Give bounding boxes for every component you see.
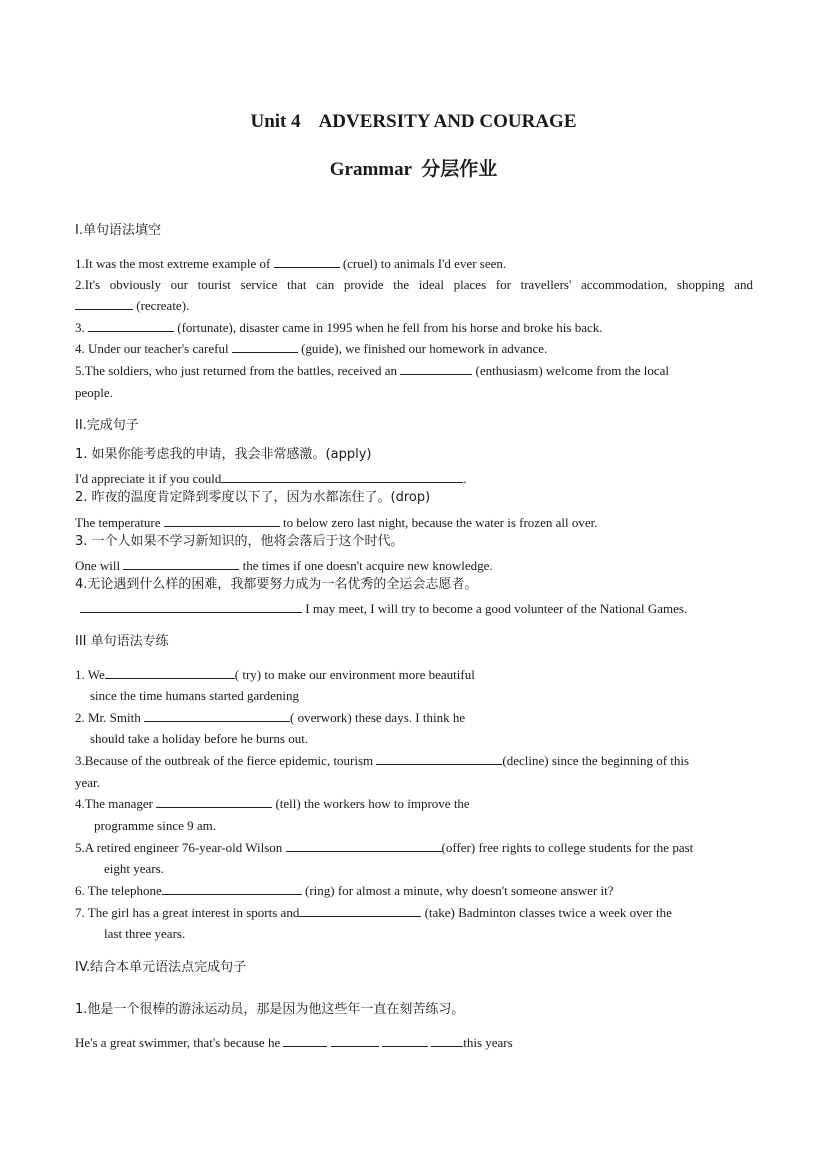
s1-q1-text-a: 1.It was the most extreme example of [75,256,271,271]
s1-q5-blank[interactable] [400,362,472,375]
s1-q2-blank[interactable] [75,297,133,310]
s3-question-6 [75,882,753,900]
s3-q2-text-b: ( overwork) these days. I think he [290,710,466,725]
s2-q3-text-b: the times if one doesn't acquire new knowledge. [242,558,493,573]
s2-q1-text-a: I'd appreciate it if you could [75,471,222,486]
s3-question-3-line2: year. [75,775,100,790]
s2-q4-sentence [80,600,758,618]
s3-question-7-line2: last three years. [104,926,186,941]
section-4-heading: IV.结合本单元语法点完成句子 [75,960,247,975]
s3-q1-text-b: ( try) to make our environment more beautiful [234,667,475,682]
s1-question-3 [75,319,753,337]
s4-q1-blank-3[interactable] [382,1034,428,1047]
s1-q2-text-b: (recreate). [136,298,190,313]
s2-q4-blank[interactable] [80,600,302,613]
s2-q2-chinese: 2. 昨夜的温度肯定降到零度以下了，因为水都冻住了。(drop) [75,490,431,505]
s3-q6-text-b: (ring) for almost a minute, why doesn't someone answer it? [305,883,614,898]
s3-q6-text-a: 6. The telephone [75,883,162,898]
s1-q1-blank[interactable] [274,255,340,268]
page-subtitle: Grammar 分层作业 [329,159,498,180]
s1-q3-blank[interactable] [88,319,174,332]
section-2-heading: II.完成句子 [75,418,139,433]
s4-q1-text-b: this years [463,1035,513,1050]
s3-q7-blank[interactable] [299,904,421,917]
s3-question-3-line1 [75,752,753,770]
s1-q3-text-b: (fortunate), disaster came in 1995 when he fell from his horse and broke his back. [177,320,603,335]
s1-question-5-line1 [75,362,753,380]
s3-question-4-line1 [75,795,753,813]
s1-q4-text-b: (guide), we finished our homework in advance. [301,341,548,356]
s3-q7-text-b: (take) Badminton classes twice a week over the [424,905,672,920]
s3-q2-blank[interactable] [144,709,290,722]
s2-q3-sentence [75,557,753,575]
s2-q1-sentence [75,470,753,488]
s3-question-1-line1 [75,666,753,684]
s3-q3-blank[interactable] [376,752,502,765]
s2-q3-blank[interactable] [123,557,239,570]
s1-question-5-line2: people. [75,385,113,400]
s1-question-2-line1: 2.It's obviously our tourist service that can provide the ideal places for travellers' accommodation, shopping and [75,277,753,292]
s2-q4-text-b: I may meet, I will try to become a good volunteer of the National Games. [305,601,688,616]
s1-question-4 [75,340,753,358]
s2-q2-text-a: The temperature [75,515,161,530]
page-title: Unit 4 ADVERSITY AND COURAGE [250,111,577,132]
section-1-heading: I.单句语法填空 [75,223,161,238]
s3-question-5-line1 [75,839,753,857]
s2-q3-text-a: One will [75,558,121,573]
s4-q1-chinese: 1.他是一个很棒的游泳运动员，那是因为他这些年一直在刻苦练习。 [75,1002,465,1017]
s2-q3-chinese: 3. 一个人如果不学习新知识的，他将会落后于这个时代。 [75,534,404,549]
s3-q5-text-a: 5.A retired engineer 76-year-old Wilson [75,840,283,855]
s1-q5-text-b: (enthusiasm) welcome from the local [475,363,670,378]
s4-q1-blank-4[interactable] [431,1034,463,1047]
s3-q1-blank[interactable] [105,666,235,679]
s3-question-2-line1 [75,709,753,727]
s2-q1-text-b: . [463,471,467,486]
s2-q1-chinese: 1. 如果你能考虑我的申请，我会非常感激。(apply) [75,447,372,462]
s4-q1-text-a: He's a great swimmer, that's because he [75,1035,281,1050]
s3-q6-blank[interactable] [162,882,302,895]
s3-q7-text-a: 7. The girl has a great interest in sports and [75,905,300,920]
s1-q4-blank[interactable] [232,340,298,353]
s3-q4-blank[interactable] [156,795,272,808]
s3-q3-text-b: (decline) since the beginning of this [502,753,690,768]
s3-q1-text-a: 1. We [75,667,105,682]
s3-question-7-line1 [75,904,753,922]
s3-question-1-line2: since the time humans started gardening [90,688,300,703]
s4-q1-blank-2[interactable] [331,1034,379,1047]
s1-q4-text-a: 4. Under our teacher's careful [75,341,229,356]
s2-q1-blank[interactable] [221,470,463,483]
s3-q4-text-b: (tell) the workers how to improve the [275,796,470,811]
s2-q2-blank[interactable] [164,514,280,527]
s1-q1-text-b: (cruel) to animals I'd ever seen. [342,256,507,271]
s1-q3-text-a: 3. [75,320,85,335]
s4-q1-blank-1[interactable] [283,1034,327,1047]
s3-q5-blank[interactable] [286,839,442,852]
s2-q2-sentence [75,514,753,532]
s3-q2-text-a: 2. Mr. Smith [75,710,141,725]
section-3-heading: III 单句语法专练 [75,634,169,649]
s1-question-1 [75,255,753,273]
s3-question-5-line2: eight years. [104,861,164,876]
s3-question-2-line2: should take a holiday before he burns out. [90,731,309,746]
s1-q5-text-a: 5.The soldiers, who just returned from the battles, received an [75,363,398,378]
s3-q4-text-a: 4.The manager [75,796,153,811]
s3-q5-text-b: (offer) free rights to college students for the past [441,840,694,855]
s4-q1-sentence [75,1034,753,1052]
s3-question-4-line2: programme since 9 am. [94,818,217,833]
s3-q3-text-a: 3.Because of the outbreak of the fierce epidemic, tourism [75,753,374,768]
s2-q4-chinese: 4.无论遇到什么样的困难，我都要努力成为一名优秀的全运会志愿者。 [75,577,478,592]
s2-q2-text-b: to below zero last night, because the water is frozen all over. [283,515,598,530]
s1-question-2-line2 [75,297,753,315]
